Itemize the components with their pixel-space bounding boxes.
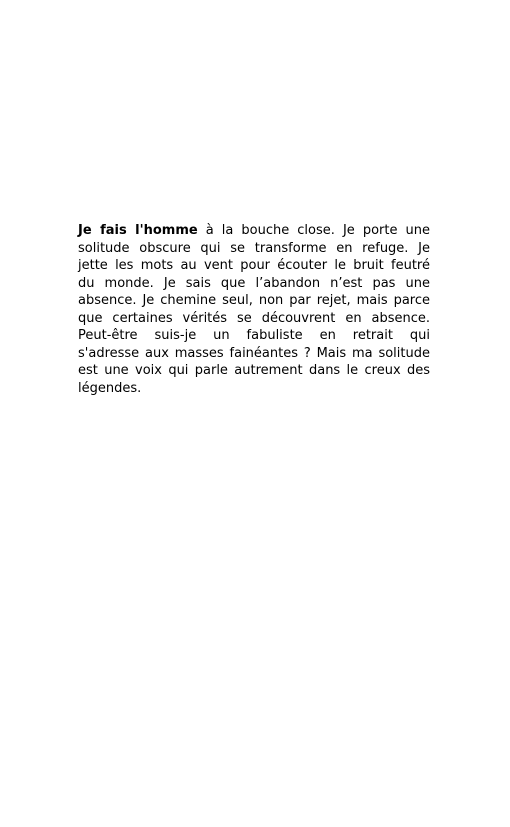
paragraph-line: solitude obscure qui se transforme en refuge. Je	[78, 240, 430, 256]
paragraph-line: du monde. Je sais que l’abandon n’est pas une	[78, 275, 430, 291]
paragraph-line: absence. Je chemine seul, non par rejet, mais parce	[78, 293, 430, 308]
paragraph-line: est une voix qui parle autrement dans le creux des	[78, 363, 430, 378]
paragraph-line: s'adresse aux masses fainéantes ? Mais ma solitude	[78, 345, 430, 361]
paragraph-line	[78, 222, 430, 240]
lead-phrase: Je fais l'homme	[78, 223, 198, 238]
paragraph-line: Peut-être suis-je un fabuliste en retrait qui	[78, 328, 430, 343]
paragraph-line: légendes.	[78, 380, 142, 396]
body-paragraph	[78, 222, 430, 397]
paragraph-line: que certaines vérités se découvrent en absence.	[78, 310, 430, 326]
paragraph-line: jette les mots au vent pour écouter le bruit feutré	[78, 258, 430, 273]
line-text: à la bouche close. Je porte une	[197, 223, 431, 238]
